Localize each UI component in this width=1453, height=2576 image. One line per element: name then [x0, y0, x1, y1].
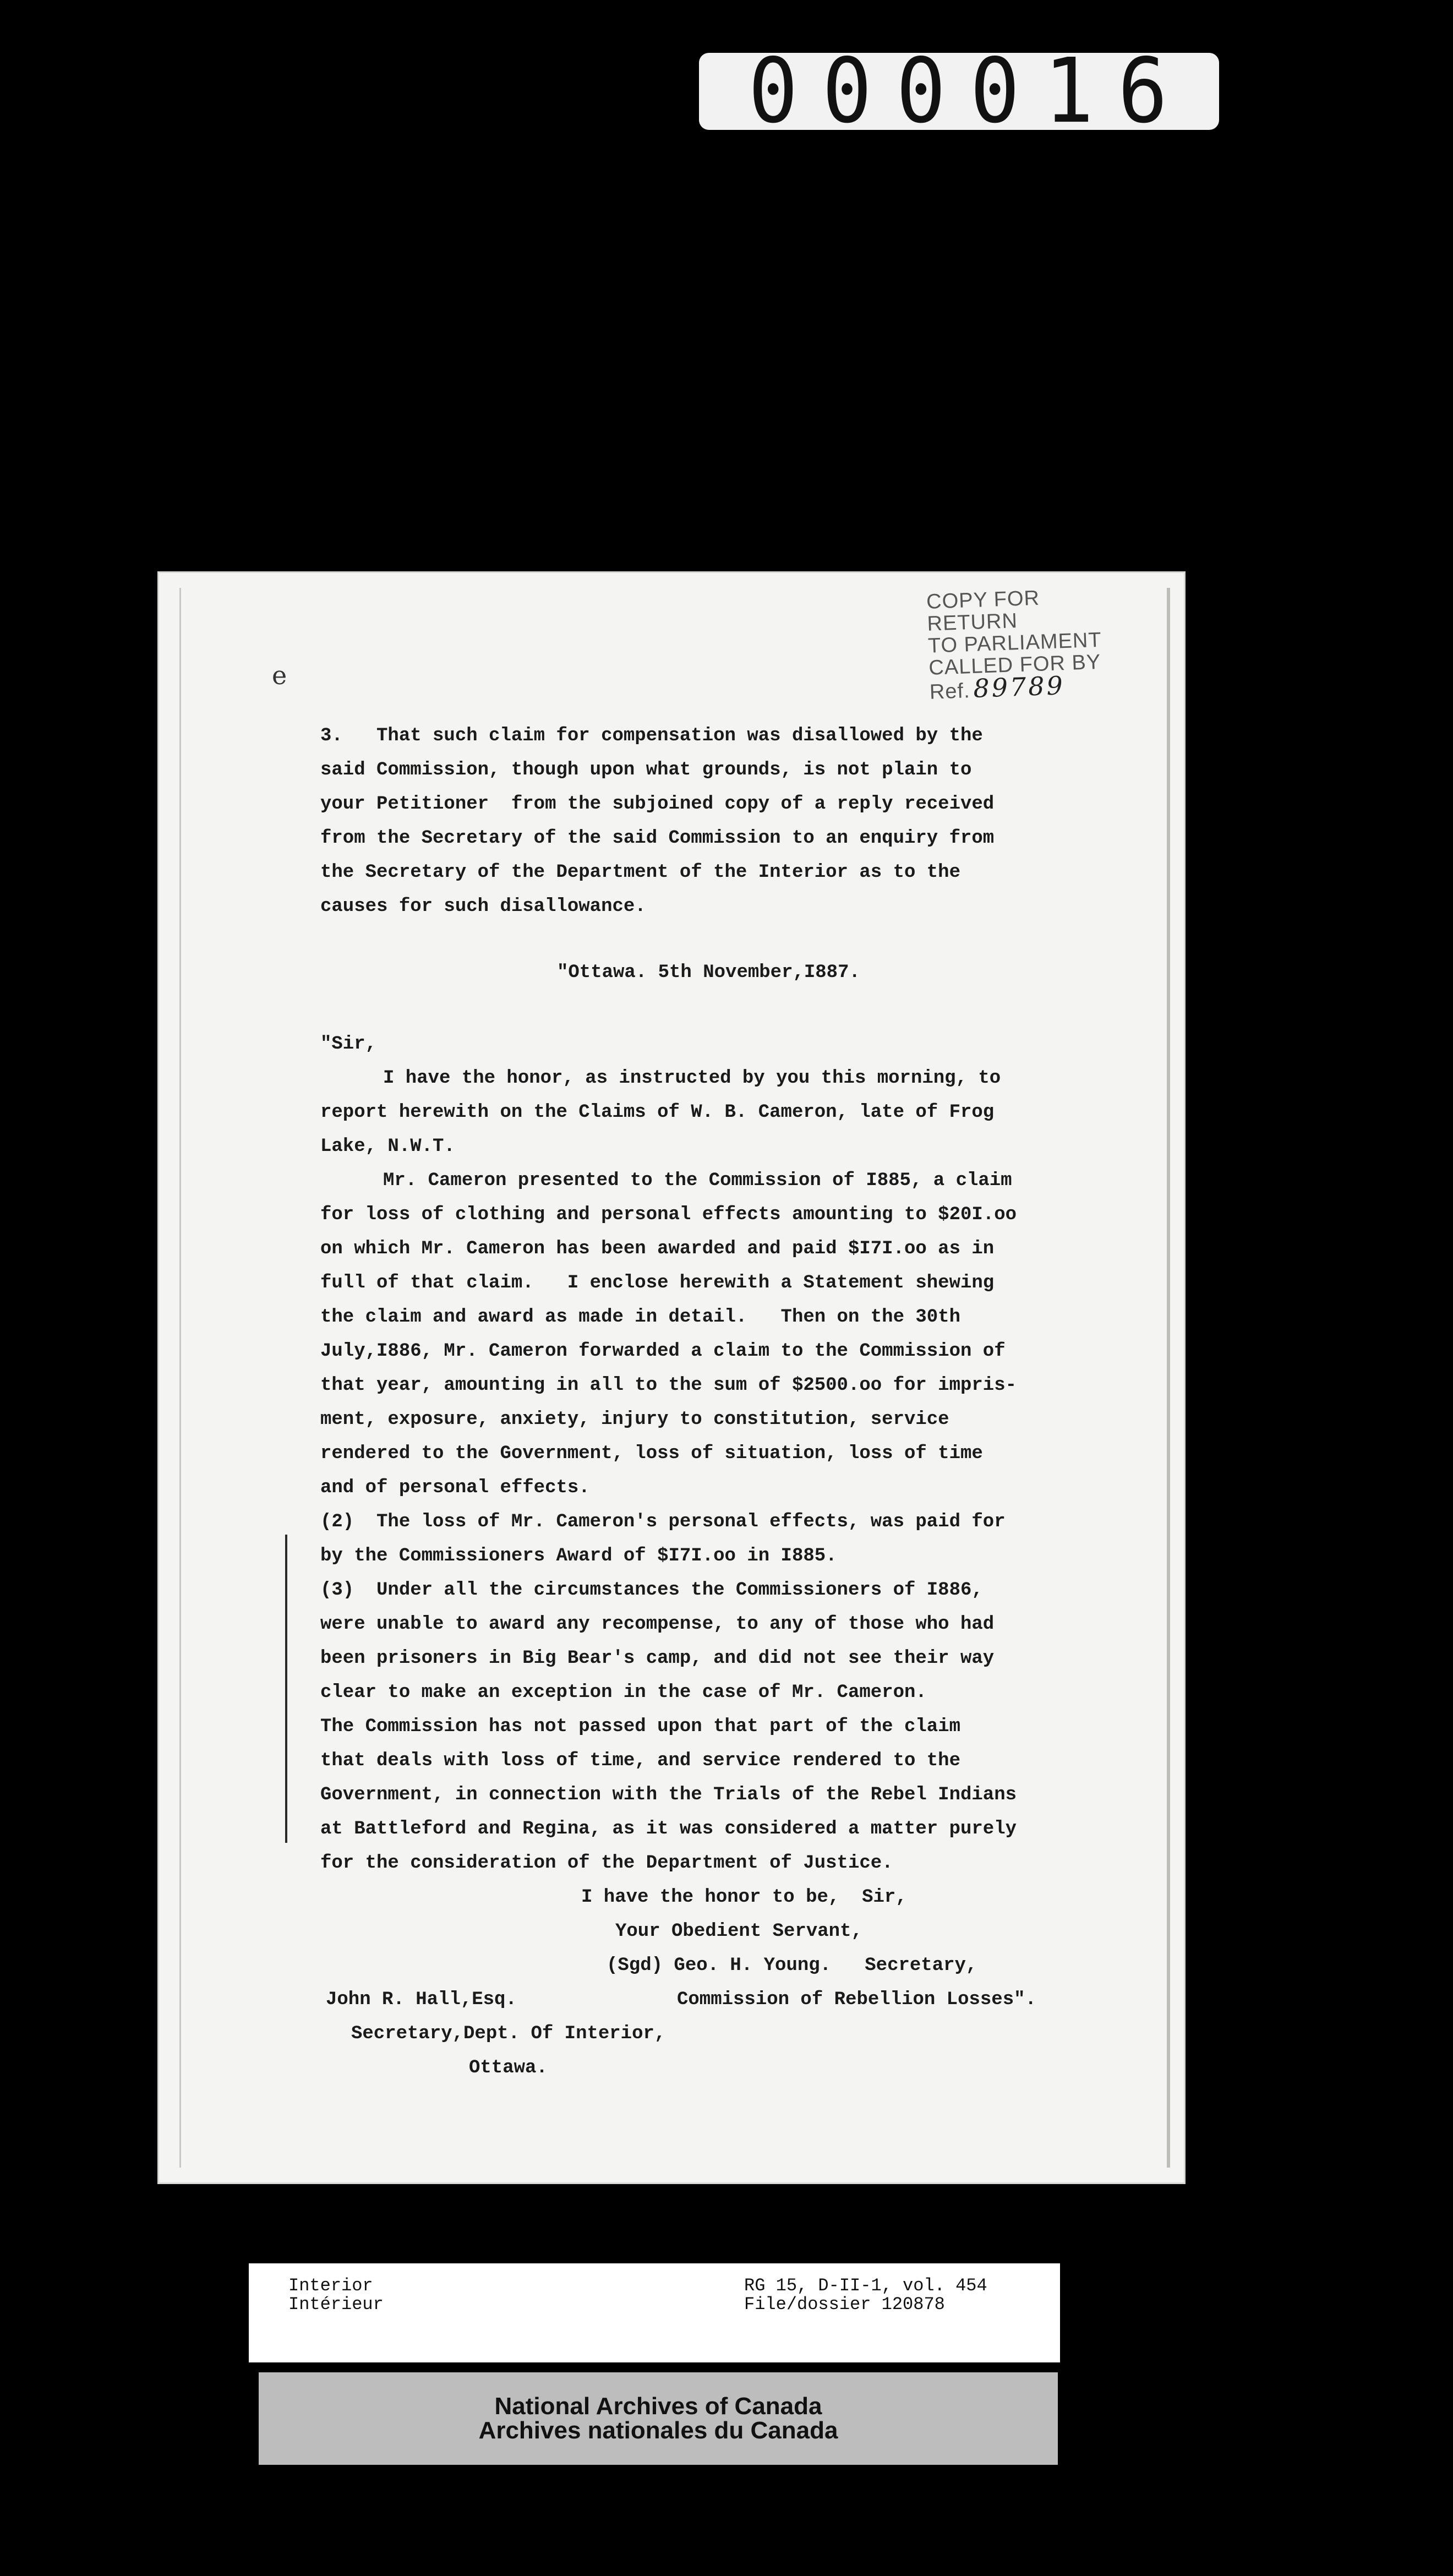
- text-line: report herewith on the Claims of W. B. Cameron, late of Frog: [320, 1102, 995, 1123]
- text-line: the claim and award as made in detail. Then on the 30th: [320, 1307, 960, 1328]
- page-mark: e: [272, 661, 287, 690]
- closing-line: I have the honor to be, Sir,: [581, 1887, 907, 1908]
- text-line: rendered to the Government, loss of situation, loss of time: [320, 1443, 983, 1464]
- frame-number: 000016: [748, 40, 1192, 143]
- text-line: The Commission has not passed upon that part of the claim: [320, 1716, 960, 1737]
- recipient-city: Ottawa.: [469, 2057, 548, 2078]
- text-line: by the Commissioners Award of $I7I.oo in I885.: [320, 1546, 837, 1567]
- nac-name-en: National Archives of Canada: [494, 2393, 822, 2420]
- text-line: July,I886, Mr. Cameron forwarded a claim to the Commission of: [320, 1341, 1006, 1362]
- letter-salutation: "Sir,: [320, 1034, 377, 1055]
- stamp-line-3: CALLED FOR BY: [928, 650, 1101, 680]
- department-en: Interior: [288, 2275, 373, 2296]
- stamp-line-2: TO PARLIAMENT: [927, 628, 1102, 658]
- text-line: for loss of clothing and personal effects amounting to $20I.oo: [320, 1204, 1017, 1225]
- text-line: were unable to award any recompense, to any of those who had: [320, 1614, 995, 1635]
- text-line: 3. That such claim for compensation was disallowed by the: [320, 725, 983, 746]
- department-names: [288, 2277, 384, 2314]
- text-line: been prisoners in Big Bear's camp, and did not see their way: [320, 1648, 995, 1669]
- typewritten-letter: [157, 571, 1186, 2184]
- stamp-line-1: COPY FOR RETURN: [926, 586, 1040, 636]
- letter-date: "Ottawa. 5th November,I887.: [557, 962, 860, 983]
- text-line: and of personal effects.: [320, 1477, 590, 1498]
- text-line: Government, in connection with the Trials of the Rebel Indians: [320, 1784, 1017, 1805]
- department-fr: Intérieur: [288, 2294, 384, 2315]
- text-line: your Petitioner from the subjoined copy of a reply received: [320, 794, 995, 815]
- text-line: the Secretary of the Department of the Interior as to the: [320, 862, 960, 883]
- text-line: (3) Under all the circumstances the Commissioners of I886,: [320, 1580, 983, 1601]
- text-line: Mr. Cameron presented to the Commission of I885, a claim: [383, 1170, 1012, 1191]
- text-line: from the Secretary of the said Commission to an enquiry from: [320, 828, 995, 849]
- frame-number-label: [699, 40, 1219, 143]
- text-line: that deals with loss of time, and service rendered to the: [320, 1750, 960, 1771]
- text-line: ment, exposure, anxiety, injury to constitution, service: [320, 1409, 949, 1430]
- archive-reference: [744, 2277, 987, 2314]
- text-line: I have the honor, as instructed by you this morning, to: [383, 1068, 1001, 1089]
- archive-reference-label: [249, 2263, 1060, 2362]
- record-group: RG 15, D-II-1, vol. 454: [744, 2275, 987, 2296]
- text-line: said Commission, though upon what grounds, is not plain to: [320, 760, 972, 781]
- closing-line: Your Obedient Servant,: [615, 1921, 862, 1942]
- signature-line: (Sgd) Geo. H. Young. Secretary,: [607, 1955, 977, 1976]
- file-number: File/dossier 120878: [744, 2294, 945, 2315]
- text-line: at Battleford and Regina, as it was considered a matter purely: [320, 1819, 1017, 1840]
- text-line: on which Mr. Cameron has been awarded and paid $I7I.oo as in: [320, 1238, 995, 1259]
- text-line: Lake, N.W.T.: [320, 1136, 455, 1157]
- text-line: (2) The loss of Mr. Cameron's personal effects, was paid for: [320, 1511, 1006, 1532]
- recipient-title: Secretary,Dept. Of Interior,: [351, 2023, 666, 2044]
- stamp-ref-label: Ref.: [929, 679, 971, 704]
- signatory-title: Commission of Rebellion Losses".: [677, 1989, 1036, 2010]
- recipient-name: John R. Hall,Esq.: [326, 1989, 517, 2010]
- text-line: for the consideration of the Department of Justice.: [320, 1853, 893, 1874]
- text-line: full of that claim. I enclose herewith a Statement shewing: [320, 1273, 995, 1294]
- document-page: [157, 571, 1186, 2184]
- text-line: that year, amounting in all to the sum of $2500.oo for impris-: [320, 1375, 1017, 1396]
- stamp-ref-number: 89789: [973, 670, 1066, 703]
- nac-name-fr: Archives nationales du Canada: [478, 2417, 838, 2444]
- text-line: clear to make an exception in the case of Mr. Cameron.: [320, 1682, 927, 1703]
- text-line: causes for such disallowance.: [320, 896, 646, 917]
- national-archives-label: [259, 2372, 1058, 2465]
